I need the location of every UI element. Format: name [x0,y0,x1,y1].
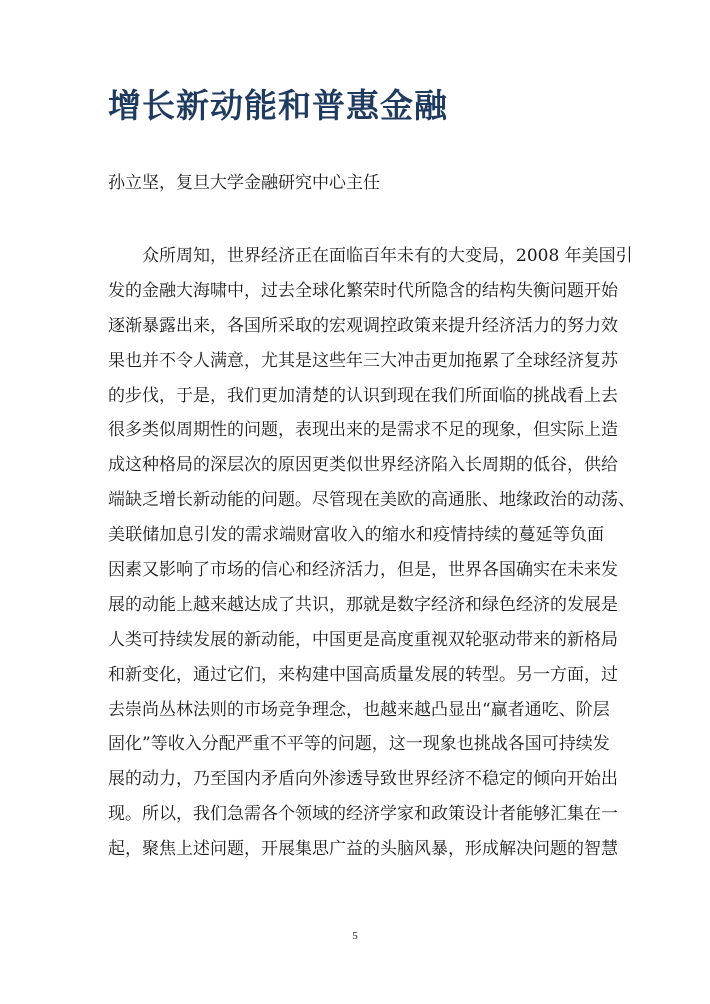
paragraph-line: 的步伐，于是，我们更加清楚的认识到现在我们所面临的挑战看上去 [108,385,618,406]
paragraph-line: 人类可持续发展的新动能，中国更是高度重视双轮驱动带来的新格局 [108,629,618,650]
paragraph-line: 成这种格局的深层次的原因更类似世界经济陷入长周期的低谷，供给 [108,455,618,476]
paragraph-line: 固化”等收入分配严重不平等的问题，这一现象也挑战各国可持续发 [108,734,610,755]
body-paragraph [108,239,635,867]
paragraph-line: 展的动能上越来越达成了共识，那就是数字经济和绿色经济的发展是 [108,594,618,615]
paragraph-line: 发的金融大海啸中，过去全球化繁荣时代所隐含的结构失衡问题开始 [108,280,618,301]
paragraph-line: 展的动力，乃至国内矛盾向外渗透导致世界经济不稳定的倾向开始出 [108,769,618,790]
author-line: 孙立坚，复旦大学金融研究中心主任 [108,173,380,193]
page-title: 增长新动能和普惠金融 [108,86,448,125]
paragraph-line: 端缺乏增长新动能的问题。尽管现在美欧的高通胀、地缘政治的动荡、 [108,490,635,511]
paragraph-line: 很多类似周期性的问题，表现出来的是需求不足的现象，但实际上造 [108,420,618,441]
paragraph-line: 现。所以，我们急需各个领域的经济学家和政策设计者能够汇集在一 [108,804,618,825]
paragraph-line: 众所周知，世界经济正在面临百年未有的大变局，2008 年美国引 [142,246,633,266]
paragraph-line: 逐渐暴露出来，各国所采取的宏观调控政策来提升经济活力的努力效 [108,315,618,336]
paragraph-line: 因素又影响了市场的信心和经济活力，但是，世界各国确实在未来发 [108,560,618,581]
page-number: 5 [352,930,358,942]
paragraph-line: 美联储加息引发的需求端财富收入的缩水和疫情持续的蔓延等负面 [108,525,604,546]
paragraph-line: 去崇尚丛林法则的市场竞争理念，也越来越凸显出“赢者通吃、阶层 [108,699,610,720]
paragraph-line: 和新变化，通过它们，来构建中国高质量发展的转型。另一方面，过 [108,664,618,685]
paragraph-line: 起，聚焦上述问题，开展集思广益的头脑风暴，形成解决问题的智慧 [108,839,618,860]
paragraph-line: 果也并不令人满意，尤其是这些年三大冲击更加拖累了全球经济复苏 [108,350,618,371]
